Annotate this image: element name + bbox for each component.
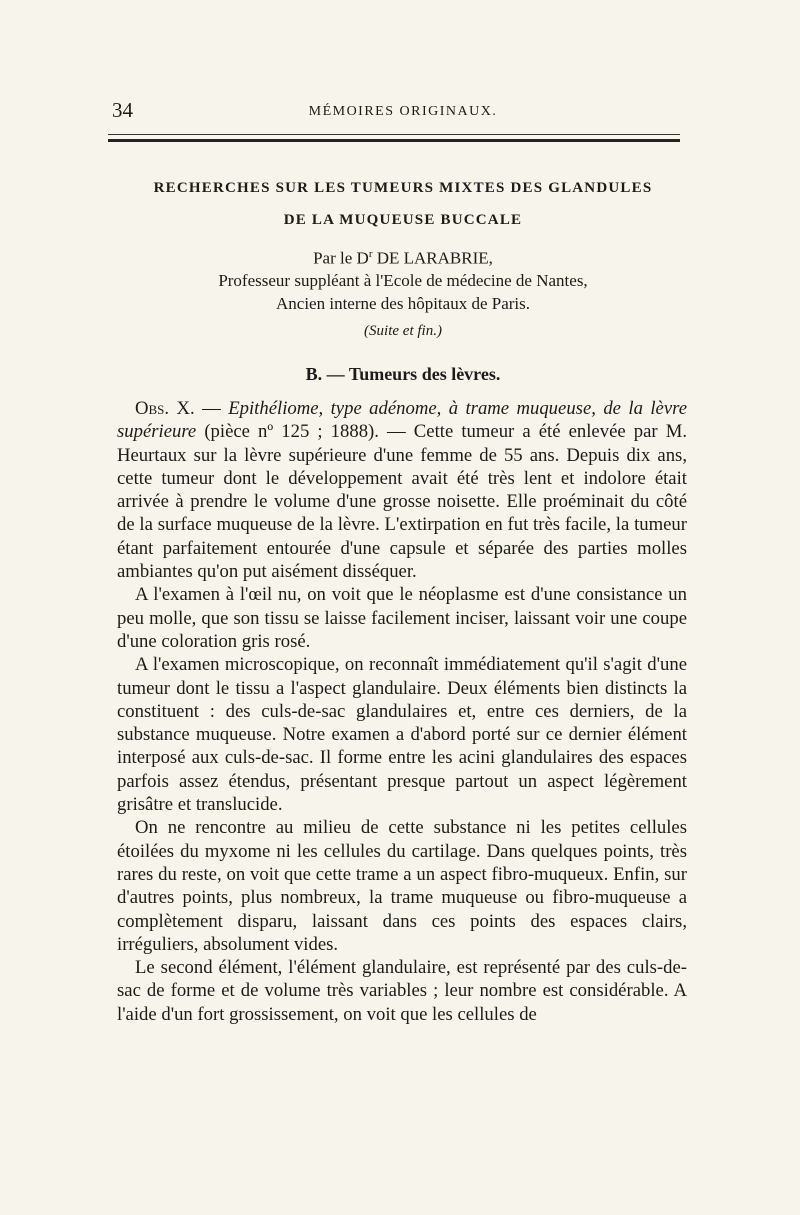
- observation-label: Obs. X.: [135, 398, 195, 419]
- author-sup: r: [368, 248, 373, 260]
- affiliation-1: Professeur suppléant à l'Ecole de médecine de Nantes,: [218, 271, 588, 290]
- running-head: [108, 96, 698, 126]
- author-prefix: Par le D: [313, 248, 369, 268]
- section-heading: B. — Tumeurs des lèvres.: [305, 364, 501, 384]
- paragraph-1-text: (pièce nº 125 ; 1888). — Cette tumeur a été enlevée par M. Heurtaux sur la lèvre supérieure d'une femme de 55 ans. Depuis dix ans, cette tumeur dont le développement avait été très lent et indolore était arrivée à prendre le volume d'une grosse noisette. Elle proéminait du côté de la surface muqueuse de la lèvre. L'extirpation en fut très facile, la tumeur étant parfaitement entourée d'une capsule et séparée des parties molles ambiantes qu'on put aisément disséquer.: [117, 421, 687, 583]
- author-name: DE LARABRIE,: [372, 248, 493, 268]
- header-rule-thick: [108, 139, 680, 142]
- body-text: [117, 397, 687, 1026]
- affiliation-2: Ancien interne des hôpitaux de Paris.: [276, 294, 530, 313]
- article-title-line-1: RECHERCHES SUR LES TUMEURS MIXTES DES GLANDULES: [153, 180, 653, 196]
- author-line: [108, 248, 698, 269]
- paragraph-observation: [117, 397, 687, 583]
- header-rule-thin: [108, 134, 680, 135]
- observation-title: Epithéliome, type adénome, à trame muqueuse, de la lèvre supérieure: [117, 398, 688, 443]
- paragraph-5: Le second élément, l'élément glandulaire, est représenté par des culs-de-sac de forme et de volume très variables ; leur nombre est considérable. A l'aide d'un fort grossissement, on voit que les cellules de: [117, 957, 687, 1025]
- article-title-line-2: DE LA MUQUEUSE BUCCALE: [283, 212, 523, 228]
- paragraph-2: A l'examen à l'œil nu, on voit que le néoplasme est d'une consistance un peu molle, que son tissu se laisse facilement inciser, laissant voir une coupe d'une coloration gris rosé.: [117, 584, 687, 652]
- continuation-note: (Suite et fin.): [364, 323, 442, 339]
- paragraph-4: On ne rencontre au milieu de cette substance ni les petites cellules étoilées du myxome ni les cellules du cartilage. Dans quelques points, très rares du reste, on voit que cette trame a un aspect fibro-muqueux. Enfin, sur d'autres points, plus nombreux, la trame muqueuse ou fibro-muqueuse a complètement disparu, laissant dans ces points des espaces clairs, irréguliers, absolument vides.: [117, 817, 687, 955]
- running-title: MÉMOIRES ORIGINAUX.: [308, 104, 498, 119]
- observation-dash: —: [194, 398, 229, 419]
- paragraph-3: A l'examen microscopique, on reconnaît immédiatement qu'il s'agit d'une tumeur dont le tissu a l'aspect glandulaire. Deux éléments bien distincts la constituent : des culs-de-sac glandulaires et, entre ces derniers, de la substance muqueuse. Notre examen a d'abord porté sur ce dernier élément interposé aux culs-de-sac. Il forme entre les acini glandulaires des espaces parfois assez étendus, présentant presque partout un aspect légèrement grisâtre et translucide.: [117, 654, 687, 816]
- page-number: 34: [112, 98, 133, 122]
